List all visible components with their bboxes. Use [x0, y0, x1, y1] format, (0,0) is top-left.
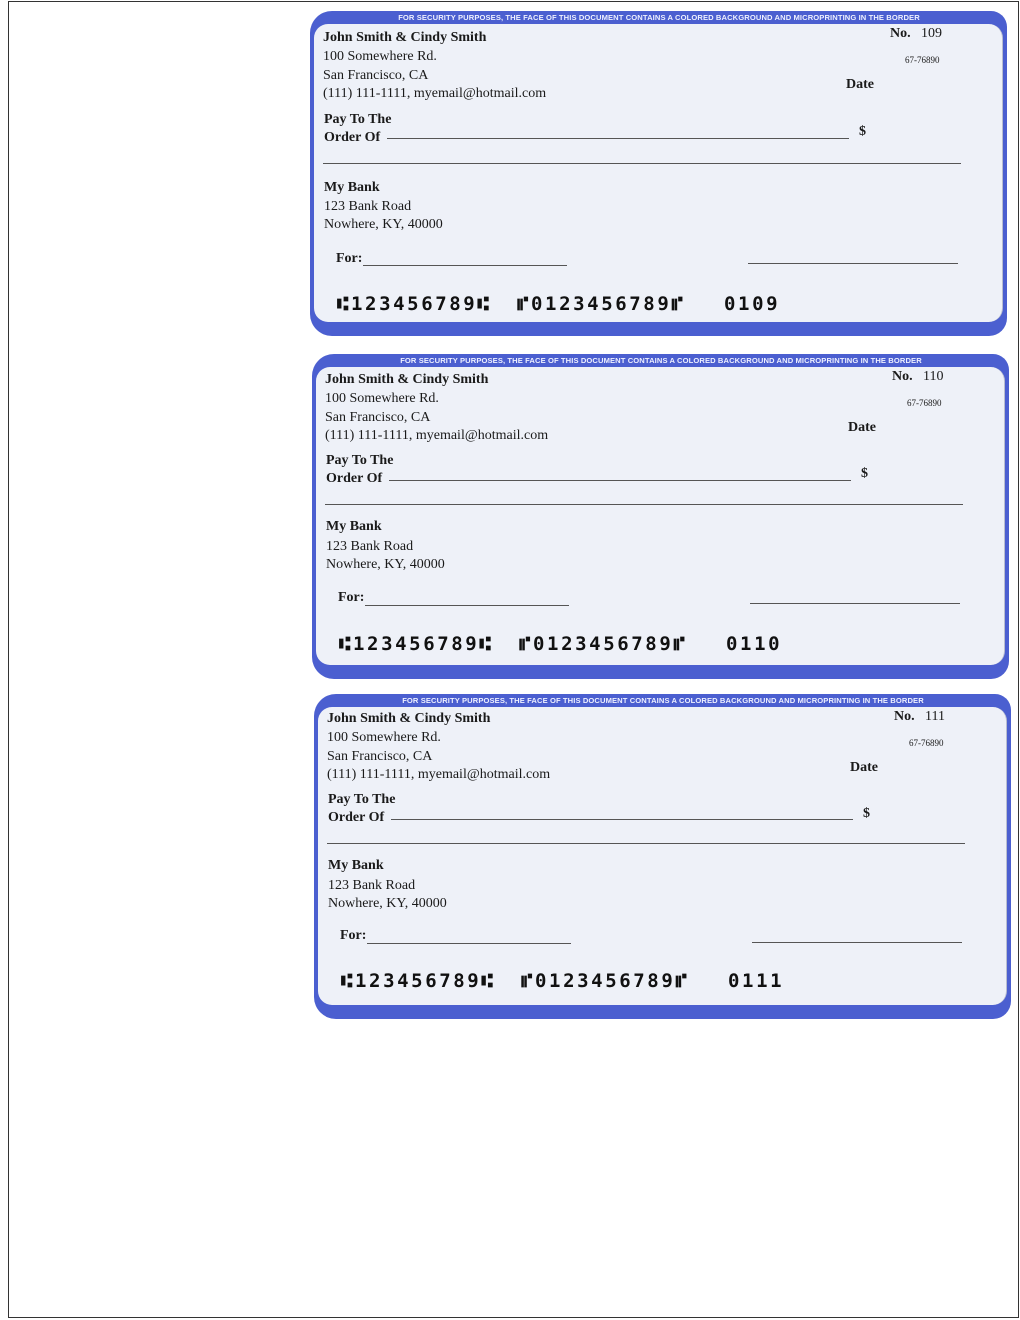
dollar-sign: $ [859, 124, 866, 139]
memo-label: For: [338, 590, 365, 605]
payee-line[interactable] [391, 819, 853, 820]
check-111 [314, 694, 1011, 1019]
check-number-label: No. [894, 709, 915, 724]
payer-name: John Smith & Cindy Smith [323, 30, 487, 45]
payer-address-1: 100 Somewhere Rd. [325, 391, 439, 406]
signature-line[interactable] [748, 263, 958, 264]
payer-address-2: San Francisco, CA [323, 68, 429, 83]
micr-account: ⑈0123456789⑈ [517, 293, 686, 315]
check-110 [312, 354, 1009, 679]
date-label: Date [846, 77, 874, 92]
amount-words-line[interactable] [327, 843, 965, 844]
security-banner: FOR SECURITY PURPOSES, THE FACE OF THIS DOCUMENT CONTAINS A COLORED BACKGROUND AND MICROPRINTING IN THE BORDER [402, 696, 924, 705]
date-label: Date [850, 760, 878, 775]
payer-contact: (111) 111-1111, myemail@hotmail.com [323, 86, 547, 101]
bank-address-1: 123 Bank Road [324, 199, 412, 214]
payer-address-2: San Francisco, CA [325, 410, 431, 425]
order-of-label: Order Of [326, 471, 383, 486]
pay-to-label: Pay To The [328, 792, 396, 807]
order-of-label: Order Of [324, 130, 381, 145]
bank-name: My Bank [326, 519, 382, 534]
payee-line[interactable] [387, 138, 849, 139]
micr-account: ⑈0123456789⑈ [519, 633, 688, 655]
check-number: 110 [923, 369, 944, 384]
micr-routing: ⑆123456789⑆ [339, 633, 494, 655]
pay-to-label: Pay To The [326, 453, 394, 468]
payer-name: John Smith & Cindy Smith [327, 711, 491, 726]
memo-line[interactable] [365, 605, 569, 606]
check-109 [310, 11, 1007, 336]
signature-line[interactable] [752, 942, 962, 943]
payer-address-1: 100 Somewhere Rd. [327, 730, 441, 745]
amount-words-line[interactable] [323, 163, 961, 164]
payer-name: John Smith & Cindy Smith [325, 372, 489, 387]
micr-check-number: 0111 [728, 970, 785, 992]
security-banner: FOR SECURITY PURPOSES, THE FACE OF THIS DOCUMENT CONTAINS A COLORED BACKGROUND AND MICROPRINTING IN THE BORDER [400, 356, 922, 365]
micr-check-number: 0110 [726, 633, 783, 655]
bank-name: My Bank [324, 180, 380, 195]
micr-routing: ⑆123456789⑆ [341, 970, 496, 992]
bank-name: My Bank [328, 858, 384, 873]
check-number-label: No. [892, 369, 913, 384]
routing-fraction: 67-76890 [909, 738, 944, 748]
check-number: 111 [925, 709, 945, 724]
payer-address-1: 100 Somewhere Rd. [323, 49, 437, 64]
check-number-label: No. [890, 26, 911, 41]
micr-routing: ⑆123456789⑆ [337, 293, 492, 315]
bank-address-2: Nowhere, KY, 40000 [326, 557, 445, 572]
bank-address-2: Nowhere, KY, 40000 [324, 217, 443, 232]
memo-label: For: [340, 928, 367, 943]
payer-address-2: San Francisco, CA [327, 749, 433, 764]
routing-fraction: 67-76890 [907, 398, 942, 408]
memo-line[interactable] [363, 265, 567, 266]
dollar-sign: $ [863, 806, 870, 821]
signature-line[interactable] [750, 603, 960, 604]
bank-address-2: Nowhere, KY, 40000 [328, 896, 447, 911]
payer-contact: (111) 111-1111, myemail@hotmail.com [325, 428, 549, 443]
order-of-label: Order Of [328, 810, 385, 825]
routing-fraction: 67-76890 [905, 55, 940, 65]
micr-account: ⑈0123456789⑈ [521, 970, 690, 992]
amount-words-line[interactable] [325, 504, 963, 505]
payee-line[interactable] [389, 480, 851, 481]
memo-label: For: [336, 251, 363, 266]
bank-address-1: 123 Bank Road [328, 878, 416, 893]
dollar-sign: $ [861, 466, 868, 481]
memo-line[interactable] [367, 943, 571, 944]
pay-to-label: Pay To The [324, 112, 392, 127]
check-number: 109 [921, 26, 942, 41]
bank-address-1: 123 Bank Road [326, 539, 414, 554]
security-banner: FOR SECURITY PURPOSES, THE FACE OF THIS DOCUMENT CONTAINS A COLORED BACKGROUND AND MICROPRINTING IN THE BORDER [398, 13, 920, 22]
payer-contact: (111) 111-1111, myemail@hotmail.com [327, 767, 551, 782]
micr-check-number: 0109 [724, 293, 781, 315]
date-label: Date [848, 420, 876, 435]
